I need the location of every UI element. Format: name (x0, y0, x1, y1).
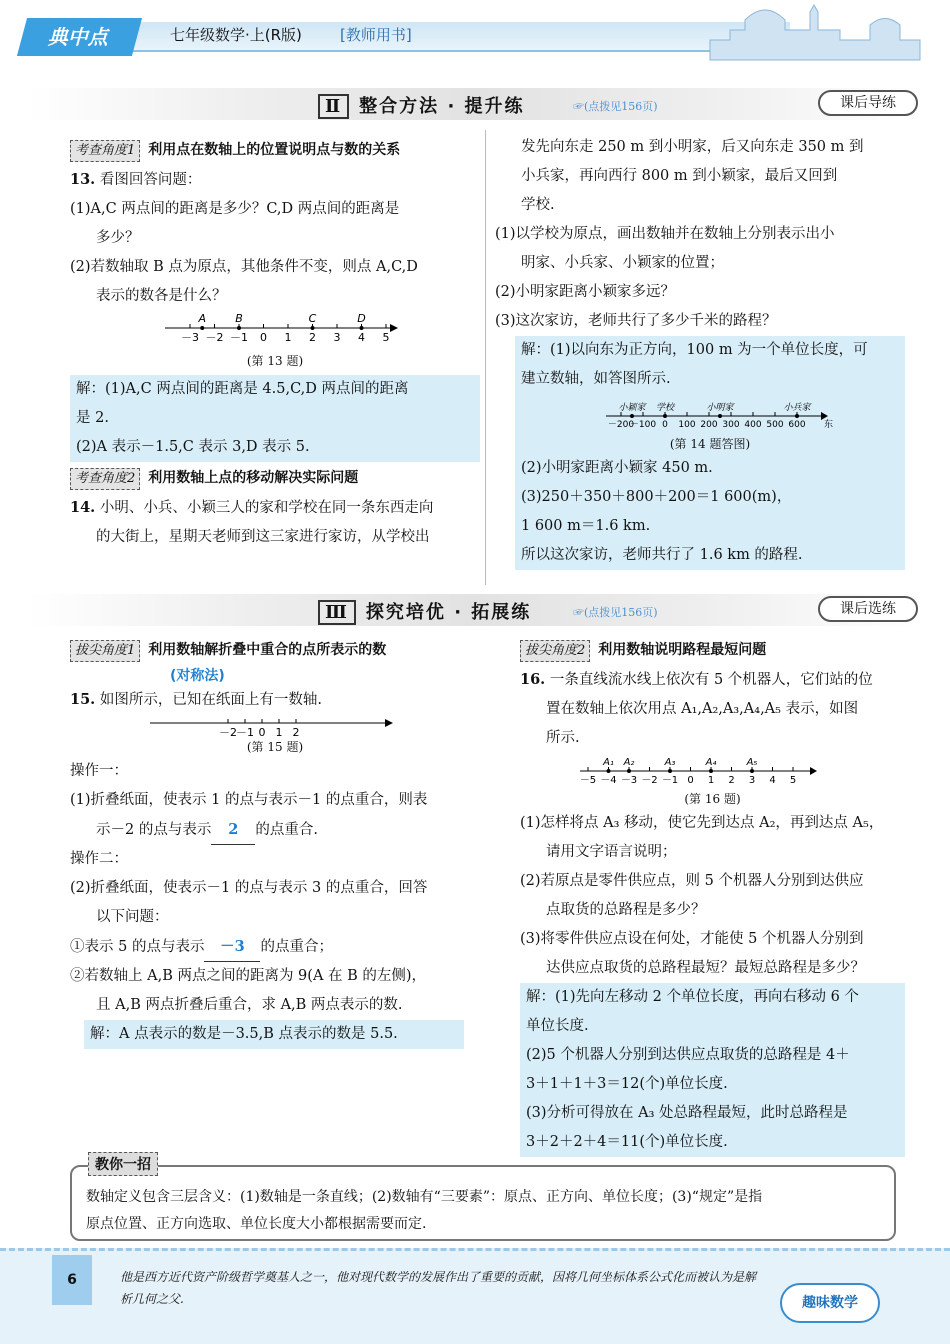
operation-2-label: 操作二： (70, 851, 128, 867)
point-marker (607, 769, 611, 773)
section-3-banner (28, 594, 923, 626)
tick-label: 600 (788, 420, 806, 430)
q15-part1-cont: 示－2 的点与表示 2 的点重合. (70, 815, 480, 845)
q13-part2: (2)若数轴取 B 点为原点，其他条件不变，则点 A,C,D (70, 259, 418, 275)
q15-stem: 15. 如图所示，已知在纸面上有一数轴. (70, 691, 322, 708)
angle-2-heading: 考查角度2 利用数轴上点的移动解决实际问题 (70, 464, 480, 493)
point-label: C (308, 312, 317, 325)
q15-part1: (1)折叠纸面，使表示 1 的点与表示－1 的点重合，则表 (70, 792, 428, 808)
q13-part1-cont: 多少？ (96, 230, 140, 246)
tip-text: 数轴定义包含三层含义：(1)数轴是一条直线；(2)数轴有“三要素”：原点、正方向、单位长度；(3)“规定”是指 原点位置、正方向选取、单位长度大小都根据需要而定. (86, 1189, 763, 1232)
tick-label: －3 (620, 775, 638, 786)
tick-label: 200 (700, 420, 718, 430)
tick-label: 0 (258, 726, 266, 739)
section-2-banner (28, 88, 923, 120)
figure-13-caption: (第 13 题) (246, 354, 304, 368)
method-label: (对称法) (170, 668, 225, 684)
q16-part3-cont: 达供应点取货的总路程最短？最短总路程是多少？ (546, 960, 865, 976)
point-label: D (357, 312, 366, 325)
tick-label: 0 (260, 331, 267, 344)
section-3-tag: 课后选练 (818, 596, 918, 622)
tick-label: －2 (219, 726, 237, 739)
right-column-lower (520, 636, 905, 1157)
point-marker (668, 769, 672, 773)
q13-stem: 13. 看图回答问题： (70, 171, 202, 188)
section-2-title: Ⅱ 整合方法 · 提升练 (318, 92, 525, 119)
page-number: 6 (52, 1255, 92, 1305)
angle-3-heading: 拔尖角度1 利用数轴解折叠中重合的点所表示的数 (70, 636, 480, 665)
q15-part2-cont: 以下问题： (96, 909, 169, 925)
tick-label: 4 (769, 775, 776, 786)
q16-stem: 16. 一条直线流水线上依次有 5 个机器人，它们站的位 (520, 671, 873, 688)
east-label: 东 (824, 420, 834, 430)
tick-label: 3 (748, 775, 756, 786)
figure-14-number-line (521, 394, 901, 434)
left-column (70, 136, 480, 552)
q16-solution: 解：(1)先向左移动 2 个单位长度，再向右移动 6 个 单位长度. (2)5 个机器人分别到达供应点取货的总路程是 4＋ 3＋1＋1＋3＝12(个)单位长度. (3)分析可得放在 A₃ 处总路程最短，此时总路程是 3＋2＋2＋4＝11(个)单位长度. (520, 983, 905, 1157)
tick-label: 2 (292, 726, 300, 739)
tick-label: 3 (333, 331, 341, 344)
figure-14-caption: (第 14 题答图) (669, 437, 751, 451)
q16-part1: (1)怎样将点 A₃ 移动，使它先到达点 A₂，再到达点 A₅， (520, 815, 884, 831)
q13-solution: 解：(1)A,C 两点间的距离是 4.5,C,D 两点间的距离 是 2. (2)A 表示－1.5,C 表示 3,D 表示 5. (70, 375, 480, 462)
tick-label: 400 (744, 420, 762, 430)
angle-4-heading: 拔尖角度2 利用数轴说明路程最短问题 (520, 636, 905, 665)
point-label: A₂ (623, 757, 635, 768)
tick-label: －1 (230, 331, 248, 344)
q14-part3: (3)这次家访，老师共行了多少千米的路程？ (495, 313, 777, 329)
point-marker (311, 326, 315, 330)
figure-15-caption: (第 15 题) (246, 740, 304, 754)
tip-tag: 教你一招 (88, 1152, 158, 1176)
point-marker (750, 769, 754, 773)
q13-part2-cont: 表示的数各是什么？ (96, 288, 227, 304)
point-marker (200, 326, 204, 330)
section-2-tag: 课后导练 (818, 90, 918, 116)
q13-part1: (1)A,C 两点间的距离是多少？C,D 两点间的距离是 (70, 201, 400, 217)
point-label: 学校 (655, 403, 675, 413)
tick-label: 1 (284, 331, 292, 344)
tick-label: 2 (728, 775, 735, 786)
tick-label: 300 (722, 420, 740, 430)
q16-part3: (3)将零件供应点设在何处，才能使 5 个机器人分别到 (520, 931, 864, 947)
q14-stem-cont3: 小兵家，再向西行 800 m 到小颖家，最后又回到 (521, 168, 838, 184)
q16-part1-cont: 请用文字语言说明； (546, 844, 677, 860)
tick-label: 5 (382, 331, 390, 344)
figure-16-number-line (520, 753, 905, 789)
point-label: A₃ (664, 757, 676, 768)
tick-label: 0 (662, 420, 668, 430)
tick-label: －1 (236, 726, 254, 739)
q15-sub2: ②若数轴上 A,B 两点之间的距离为 9(A 在 B 的左侧)， (70, 968, 427, 984)
point-label: A₅ (746, 757, 758, 768)
q16-part2-cont: 点取货的总路程是多少？ (546, 902, 706, 918)
angle-1-heading: 考查角度1 利用点在数轴上的位置说明点与数的关系 (70, 136, 480, 165)
tick-label: 1 (275, 726, 283, 739)
point-marker (237, 326, 241, 330)
right-column (495, 133, 905, 570)
tick-label: －100 (629, 420, 657, 430)
tick-label: 5 (789, 775, 797, 786)
q14-part1: (1)以学校为原点，画出数轴并在数轴上分别表示出小 (495, 226, 835, 242)
q15-solution: 解：A 点表示的数是－3.5,B 点表示的数是 5.5. (84, 1020, 464, 1049)
tick-label: －200 (607, 420, 635, 430)
point-marker (630, 414, 634, 418)
section-3-ref: ☞(点拨见156页) (573, 606, 658, 619)
fun-math-badge: 趣味数学 (780, 1283, 880, 1323)
point-label: 小颖家 (618, 403, 646, 413)
section-3-title: Ⅲ 探究培优 · 拓展练 (318, 598, 531, 625)
tick-label: 1 (707, 775, 715, 786)
q14-stem-cont: 的大街上，星期天老师到这三家进行家访，从学校出 (96, 529, 430, 545)
point-marker (795, 414, 799, 418)
column-divider (485, 130, 486, 585)
point-label: A₄ (705, 757, 717, 768)
left-column-lower (70, 636, 480, 1049)
point-label: 小明家 (706, 403, 734, 413)
skyline-illustration-icon (700, 0, 930, 70)
tick-label: 100 (678, 420, 696, 430)
figure-13-number-line (70, 311, 480, 351)
q16-stem-cont: 置在数轴上依次用点 A₁,A₂,A₃,A₄,A₅ 表示，如图 (546, 701, 859, 717)
q14-part2: (2)小明家距离小颖家多远？ (495, 284, 676, 300)
tick-label: －5 (579, 775, 597, 786)
q15-sub1: ①表示 5 的点与表示 －3 的点重合； (70, 932, 480, 962)
tick-label: －3 (181, 331, 199, 344)
q14-stem-cont4: 学校. (521, 197, 555, 213)
q16-part2: (2)若原点是零件供应点，则 5 个机器人分别到达供应 (520, 873, 864, 889)
tick-label: －1 (661, 775, 679, 786)
edition-label: [教师用书] (340, 26, 412, 44)
point-marker (627, 769, 631, 773)
point-label: A₁ (603, 757, 614, 768)
q14-part1-cont: 明家、小兵家、小颖家的位置； (521, 255, 724, 271)
point-label: B (235, 312, 243, 325)
book-title: 七年级数学·上(R版) (170, 26, 302, 44)
brand-logo: 典中点 (17, 18, 142, 56)
tick-label: 2 (309, 331, 316, 344)
operation-1-label: 操作一： (70, 763, 128, 779)
point-marker (360, 326, 364, 330)
q14-stem: 14. 小明、小兵、小颖三人的家和学校在同一条东西走向 (70, 499, 434, 516)
point-marker (718, 414, 722, 418)
q15-part2: (2)折叠纸面，使表示－1 的点与表示 3 的点重合，回答 (70, 880, 428, 896)
tick-label: 500 (766, 420, 784, 430)
tick-label: －2 (205, 331, 224, 344)
q16-stem-cont2: 所示. (546, 730, 580, 746)
point-marker (663, 414, 667, 418)
figure-16-caption: (第 16 题) (684, 792, 741, 806)
q14-solution: 解：(1)以向东为正方向，100 m 为一个单位长度，可 建立数轴，如答图所示. －200 －100 0 100 200 300 400 500 600 小颖家 学校 小明家 小兵家 东 (第 14 题答图) (2)小明家距离小颖家 450 m. (3)250＋350＋800＋200＝1 600(m)， 1 600 m＝1.6 km. 所以这次家访，老师共行了 1.6 km 的路程. (515, 336, 905, 570)
tick-label: －2 (641, 775, 658, 786)
footer-text: 他是西方近代资产阶级哲学奠基人之一，他对现代数学的发展作出了重要的贡献，因将几何坐标体系公式化而被认为是解析几何之父. (120, 1270, 757, 1306)
tick-label: －4 (600, 775, 617, 786)
section-2-ref: ☞(点拨见156页) (573, 100, 658, 113)
tick-label: 4 (358, 331, 365, 344)
q14-stem-cont2: 发先向东走 250 m 到小明家，后又向东走 350 m 到 (521, 139, 864, 155)
point-label: 小兵家 (783, 403, 811, 413)
q15-sub2-cont: 且 A,B 两点折叠后重合，求 A,B 两点表示的数. (96, 997, 403, 1013)
point-label: A (198, 312, 207, 325)
tick-label: 0 (687, 775, 694, 786)
page-header (0, 0, 950, 80)
point-marker (709, 769, 713, 773)
